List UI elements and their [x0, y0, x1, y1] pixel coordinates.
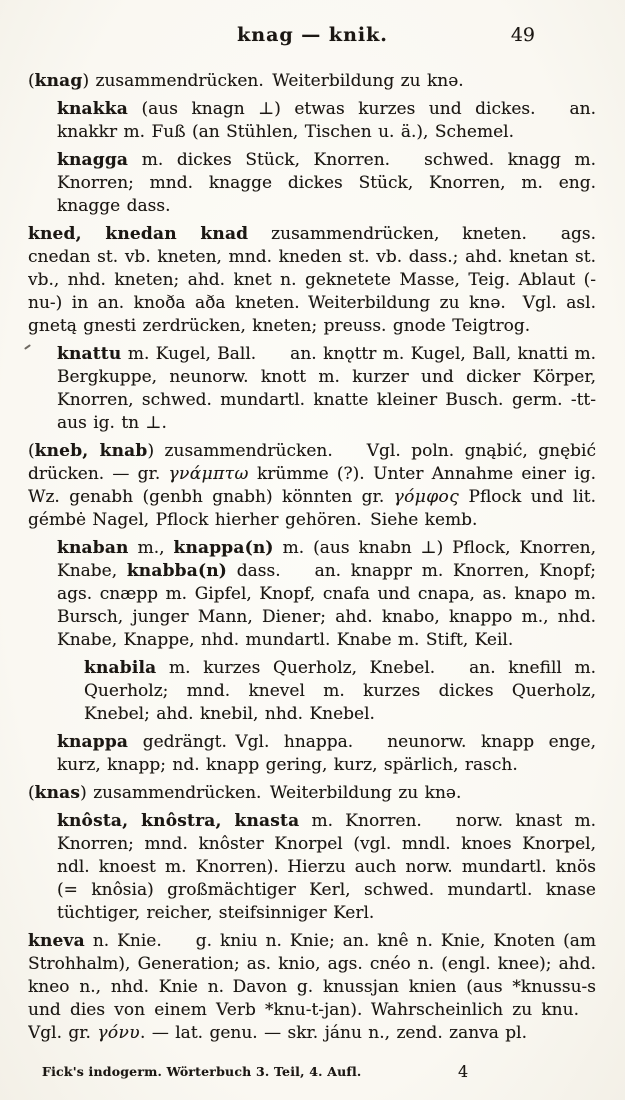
page-footer: [0, 1064, 625, 1082]
dictionary-entry: [28, 1050, 596, 1052]
dictionary-entry: [28, 440, 596, 532]
headword: [43, 1051, 74, 1052]
dictionary-entry: [28, 731, 596, 777]
dictionary-entry: [28, 98, 596, 144]
entry-text: Pflock und lit. gémbė Nagel, Pflock hierher gehören. Siehe kemb.: [28, 487, 596, 530]
headword: knabba(n): [126, 561, 228, 581]
entry-text: ) zusammendrücken. Vgl. poln. gnąbić, gnębić drücken. — gr.: [28, 441, 596, 484]
dictionary-entry: [28, 223, 596, 338]
entry-text: [28, 1051, 43, 1052]
greek-text: γόμφος: [393, 487, 460, 507]
entry-text: gedrängt. Vgl. hnappa. neunorw. knapp enge, kurz, knapp; nd. knapp gering, kurz, spärlich, rasch.: [57, 732, 596, 775]
dictionary-entry: [28, 810, 596, 925]
headword: knabila: [84, 658, 157, 678]
dictionary-entry: [28, 149, 596, 218]
headword: kneva: [28, 931, 85, 951]
dictionary-entry: [28, 343, 596, 435]
entry-text: zusammendrücken, kneten. ags. cnedan st. vb. kneten, mnd. kneden st. vb. dass.; ahd. knetan st. vb., nhd. kneten; ahd. knet n. geknetete Masse, Teig. Ablaut (-nu-) in an. knoða aða kneten. Weiterbildung zu knə. Vgl. asl. gnetą gnesti zerdrücken, kneten; preuss. gnode Teigtrog.: [28, 224, 596, 336]
sheet-signature: 4: [458, 1062, 469, 1081]
entry-text: . — lat. genu. — skr. jánu n., zend. zanva pl.: [140, 1023, 528, 1043]
entry-text: m. (aus knabn ⊥) Pflock, Knorren, Knabe,: [57, 538, 596, 581]
entry-text: (aus knagn ⊥) etwas kurzes und dickes. an. knakkr m. Fuß (an Stühlen, Tischen u. ä.), Schemel.: [57, 99, 596, 142]
entry-text: ) zusammendrücken. Weiterbildung zu knə.: [80, 783, 462, 803]
headword: knôsta, knôstra, knasta: [57, 811, 300, 831]
entry-text: m.,: [128, 538, 174, 558]
headword: knas: [34, 783, 81, 803]
dictionary-entry: [28, 782, 596, 805]
entry-text: (: [28, 441, 35, 461]
entry-text: m. dickes Stück, Knorren. schwed. knagg m. Knorren; mnd. knagge dickes Stück, Knorren, m. eng. knagge dass.: [57, 150, 596, 216]
entry-text: [28, 1051, 596, 1052]
entry-list: [28, 70, 596, 1052]
dictionary-entry: [28, 930, 596, 1045]
headword: knakka: [57, 99, 128, 119]
entry-text: dass. an. knappr m. Knorren, Knopf; ags. cnæpp m. Gipfel, Knopf, cnafa und cnapa, as. knapo m. Bursch, junger Mann, Diener; ahd. knabo, knappo m., nhd. Knabe, Knappe, nhd. mundartl. Knabe m. Stift, Keil.: [57, 561, 596, 650]
entry-text: (: [28, 783, 35, 803]
running-head: [0, 24, 625, 50]
headword: knaban: [57, 538, 129, 558]
entry-text: m. Kugel, Ball. an. knǫttr m. Kugel, Ball, knatti m. Bergkuppe, neunorw. knott m. kurzer und dicker Körper, Knorren, schwed. mundartl. knatte kleiner Busch. germ. -tt- aus ig. tn ⊥.: [57, 344, 596, 433]
entry-text: n. Knie. g. kniu n. Knie; an. knê n. Knie, Knoten (am Strohhalm), Generation; as. knio, ags. cnéo n. (engl. knee); ahd. kneo n., nhd. Knie n. Davon g. knussjan knien (aus *knussu-s und dies von einem Verb *knu-t-jan). Wahrscheinlich zu knu. Vgl. gr.: [28, 931, 596, 1043]
imprint-line: Fick's indogerm. Wörterbuch 3. Teil, 4. Aufl.: [42, 1064, 362, 1079]
entry-text: m. kurzes Querholz, Knebel. an. knefill m. Querholz; mnd. knevel m. kurzes dickes Querholz, Knebel; ahd. knebil, nhd. Knebel.: [84, 658, 596, 724]
entry-text: (: [28, 71, 35, 91]
headword: knagga: [57, 150, 129, 170]
greek-text: γόνυ: [97, 1023, 141, 1043]
entry-text: m. Knorren. norw. knast m. Knorren; mnd. knôster Knorpel (vgl. mndl. knoes Knorpel, ndl. knoest m. Knorren). Hierzu auch norw. mundartl. knös (= knôsia) großmächtiger Kerl, schwed. mundartl. knase tüchtiger, reicher, steifsinniger Kerl.: [57, 811, 596, 923]
headword: knappa: [57, 732, 129, 752]
greek-text: γνάμπτω: [168, 464, 249, 484]
headword: kned, knedan knad: [28, 224, 249, 244]
headword: knappa(n): [173, 538, 274, 558]
entry-text: ) zusammendrücken. Weiterbildung zu knə.: [82, 71, 464, 91]
headword: kneb, knab: [34, 441, 148, 461]
headword: knattu: [57, 344, 122, 364]
running-title: knag — knik.: [237, 24, 388, 46]
headword: knag: [34, 71, 83, 91]
dictionary-entry: [28, 70, 596, 93]
dictionary-entry: [28, 537, 596, 652]
page-number: 49: [510, 24, 535, 46]
entry-text: krümme (?). Unter Annahme einer ig. Wz. genabh (genbh gnabh) könnten gr.: [28, 464, 596, 507]
dictionary-entry: [28, 657, 596, 726]
